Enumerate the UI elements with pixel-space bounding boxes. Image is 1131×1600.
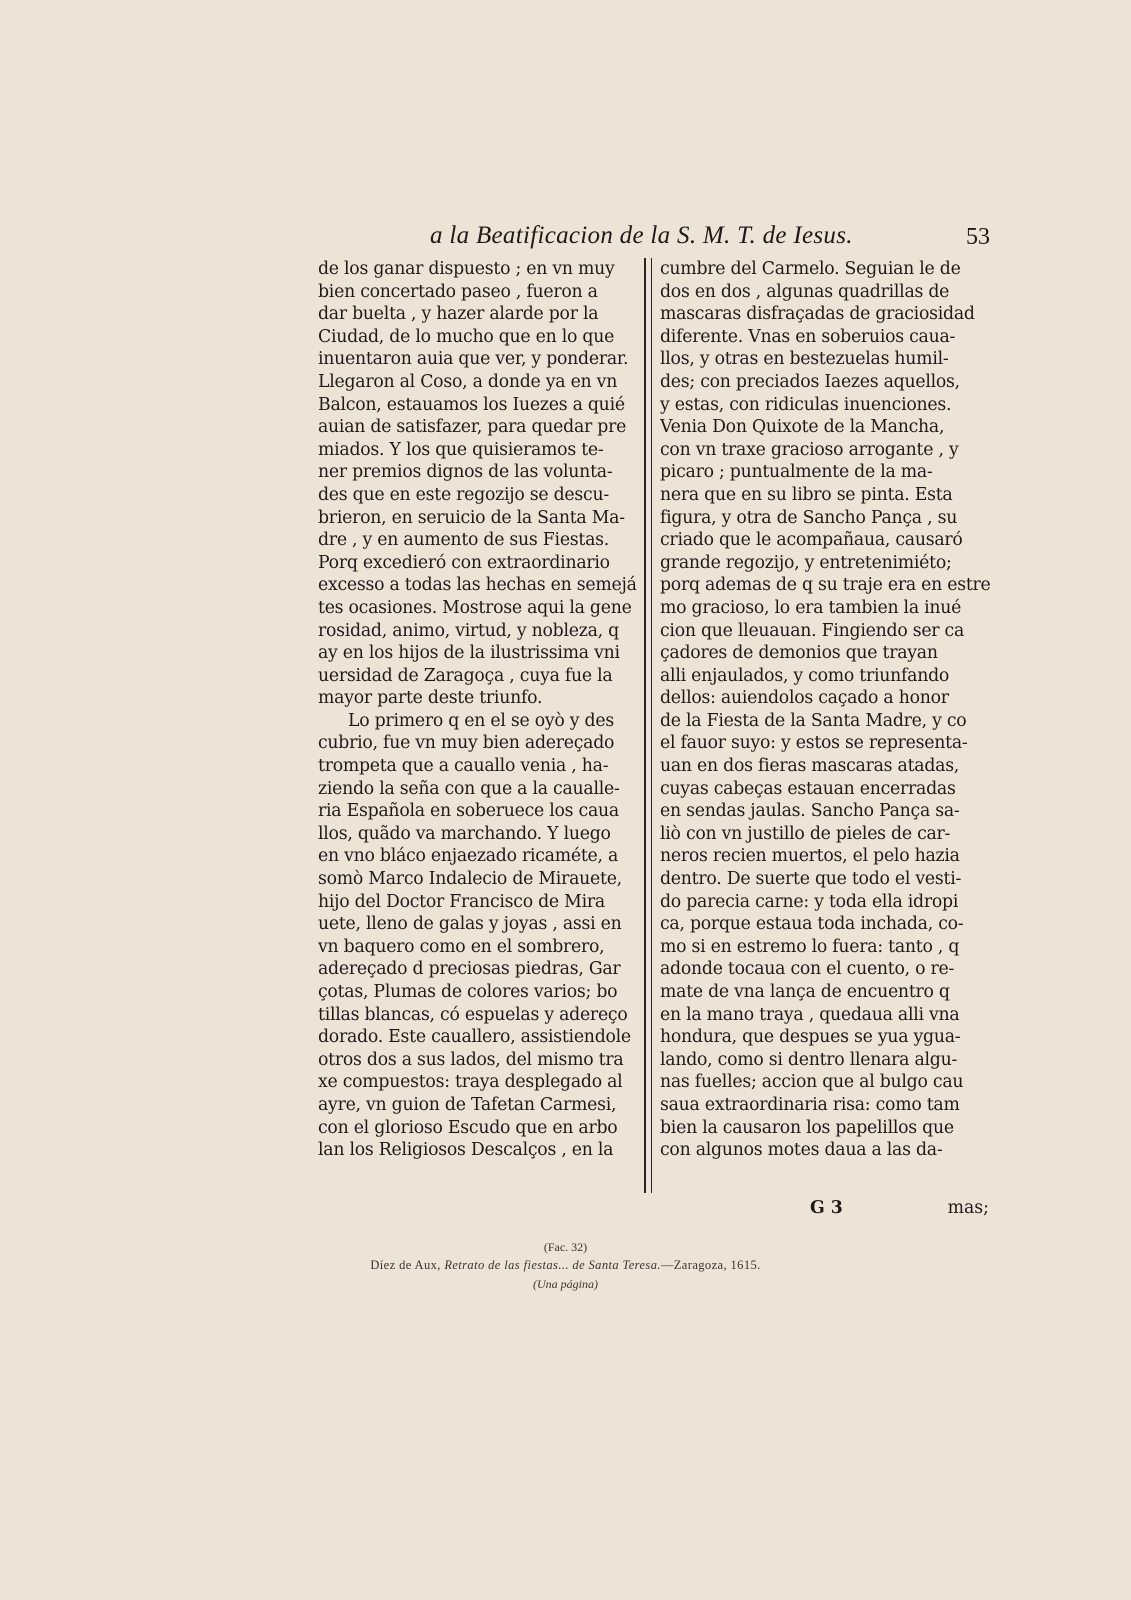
text-line: grande regozijo, y entretenimiéto; xyxy=(660,552,952,573)
text-line: otros dos a sus lados, del mismo tra xyxy=(318,1049,624,1070)
text-line: uan en dos fieras mascaras atadas, xyxy=(660,756,960,777)
source-caption xyxy=(0,1258,1131,1273)
text-line: Porq excedieró con extraordinario xyxy=(318,552,610,573)
text-line: trompeta que a cauallo venia , ha- xyxy=(318,756,609,777)
text-line: cion que lleuauan. Fingiendo ser ca xyxy=(660,620,965,641)
text-line: des que en este regozijo se descu- xyxy=(318,484,609,505)
running-title: a la Beatificacion de la S. M. T. de Iesus. xyxy=(430,222,853,249)
text-line: adereçado d preciosas piedras, Gar xyxy=(318,959,621,980)
text-line: en sendas jaulas. Sancho Pança sa- xyxy=(660,801,960,822)
text-line: con el glorioso Escudo que en arbo xyxy=(318,1117,618,1138)
text-line: lando, como si dentro llenara algu- xyxy=(660,1049,958,1070)
text-line: tes ocasiones. Mostrose aqui la gene xyxy=(318,597,632,618)
text-line: Lo primero q en el se oyò y des xyxy=(348,710,614,731)
text-line: criado que le acompañaua, causaró xyxy=(660,530,963,551)
text-line: dellos: auiendolos caçado a honor xyxy=(660,688,949,709)
text-line: figura, y otra de Sancho Pança , su xyxy=(660,507,958,528)
text-line: excesso a todas las hechas en semejá xyxy=(318,575,637,596)
signature-mark: G 3 xyxy=(810,1198,843,1218)
caption-note: (Una página) xyxy=(533,1277,598,1291)
text-line: alli enjaulados, y como triunfando xyxy=(660,665,950,686)
text-line: cuyas cabeças estauan encerradas xyxy=(660,778,956,799)
text-line: saua extraordinaria risa: como tam xyxy=(660,1094,960,1115)
text-line: neros recien muertos, el pelo hazia xyxy=(660,846,960,867)
text-column-left xyxy=(318,258,638,1162)
text-line: inuentaron auia que ver, y ponderar. xyxy=(318,349,629,370)
text-line: çadores de demonios que trayan xyxy=(660,643,938,664)
text-line: nas fuelles; accion que al bulgo cau xyxy=(660,1072,964,1093)
caption-author: Díez de Aux, xyxy=(370,1258,441,1272)
text-line: uete, lleno de galas y joyas , assi en xyxy=(318,914,622,935)
text-line: porq ademas de q su traje era en estre xyxy=(660,575,991,596)
column-rule xyxy=(644,258,646,1193)
text-line: xe compuestos: traya desplegado al xyxy=(318,1072,623,1093)
text-line: rosidad, animo, virtud, y nobleza, q xyxy=(318,620,619,641)
text-line: liò con vn justillo de pieles de car- xyxy=(660,823,951,844)
page-footer-line xyxy=(660,1198,995,1222)
text-line: ay en los hijos de la ilustrissima vni xyxy=(318,643,620,664)
text-line: el fauor suyo: y estos se representa- xyxy=(660,733,968,754)
text-line: somò Marco Indalecio de Mirauete, xyxy=(318,869,622,890)
text-line: mo si en estremo lo fuera: tanto , q xyxy=(660,936,960,957)
text-line: ziendo la seña con que a la caualle- xyxy=(318,778,620,799)
text-line: mayor parte deste triunfo. xyxy=(318,688,543,709)
page-number: 53 xyxy=(966,224,990,250)
text-line: do parecia carne: y toda ella idropi xyxy=(660,891,959,912)
text-line: cumbre del Carmelo. Seguian le de xyxy=(660,259,961,279)
text-line: hijo del Doctor Francisco de Mira xyxy=(318,891,605,912)
text-line: nera que en su libro se pinta. Esta xyxy=(660,484,953,505)
text-line: mate de vna lança de encuentro q xyxy=(660,982,950,1002)
text-line: uersidad de Zaragoça , cuya fue la xyxy=(318,665,613,686)
text-line: lan los Religiosos Descalços , en la xyxy=(318,1140,614,1161)
text-line: Ciudad, de lo mucho que en lo que xyxy=(318,326,615,347)
plate-number: (Fac. 32) xyxy=(543,1240,588,1254)
text-line: Llegaron al Coso, a donde ya en vn xyxy=(318,371,618,392)
text-line: llos, y otras en bestezuelas humil- xyxy=(660,349,949,370)
column-rule-thin xyxy=(651,258,652,1193)
catchword: mas; xyxy=(947,1198,989,1218)
text-line: dar buelta , y hazer alarde por la xyxy=(318,304,599,325)
text-line: brieron, en seruicio de la Santa Ma- xyxy=(318,507,625,528)
text-line: dos en dos , algunas quadrillas de xyxy=(660,281,950,302)
text-line: ner premios dignos de las volunta- xyxy=(318,462,613,483)
text-line: diferente. Vnas en soberuios caua- xyxy=(660,326,956,347)
text-line: dorado. Este cauallero, assistiendole xyxy=(318,1027,631,1048)
text-column-right xyxy=(660,258,995,1162)
text-line: ayre, vn guion de Tafetan Carmesi, xyxy=(318,1094,617,1115)
text-line: Balcon, estauamos los Iuezes a quié xyxy=(318,394,625,415)
text-line: Venia Don Quixote de la Mancha, xyxy=(660,417,945,438)
text-line: en vno bláco enjaezado ricaméte, a xyxy=(318,846,619,867)
caption-imprint: —Zaragoza, 1615. xyxy=(660,1258,761,1272)
text-line: con vn traxe gracioso arrogante , y xyxy=(660,439,959,460)
text-line: en la mano traya , quedaua alli vna xyxy=(660,1004,960,1025)
text-line: dentro. De suerte que todo el vesti- xyxy=(660,869,962,890)
text-line: adonde tocaua con el cuento, o re- xyxy=(660,959,955,980)
text-line: çotas, Plumas de colores varios; bo xyxy=(318,982,618,1002)
text-line: hondura, que despues se yua ygua- xyxy=(660,1027,961,1048)
text-line: cubrio, fue vn muy bien adereçado xyxy=(318,733,615,754)
text-line: llos, quãdo va marchando. Y luego xyxy=(318,823,611,844)
text-line: y estas, con ridiculas inuenciones. xyxy=(660,394,952,415)
text-line: con algunos motes daua a las da- xyxy=(660,1140,943,1161)
text-line: mo gracioso, lo era tambien la inué xyxy=(660,597,962,618)
text-line: de la Fiesta de la Santa Madre, y co xyxy=(660,710,967,731)
text-line: bien la causaron los papelillos que xyxy=(660,1117,954,1138)
text-line: mascaras disfraçadas de graciosidad xyxy=(660,304,975,325)
caption-title: Retrato de las fiestas... de Santa Teresa. xyxy=(444,1258,661,1272)
text-line: miados. Y los que quisieramos te- xyxy=(318,439,604,460)
text-line: vn baquero como en el sombrero, xyxy=(318,936,605,957)
text-line: tillas blancas, có espuelas y adereço xyxy=(318,1004,628,1025)
text-line: auian de satisfazer, para quedar pre xyxy=(318,417,627,438)
text-line: picaro ; puntualmente de la ma- xyxy=(660,462,933,483)
text-line: bien concertado paseo , fueron a xyxy=(318,281,598,302)
text-line: ria Española en soberuece los caua xyxy=(318,801,619,822)
text-line: ca, porque estaua toda inchada, co- xyxy=(660,914,964,935)
text-line: des; con preciados Iaezes aquellos, xyxy=(660,371,960,392)
text-line: de los ganar dispuesto ; en vn muy xyxy=(318,259,615,279)
running-header xyxy=(430,222,990,256)
text-line: dre , y en aumento de sus Fiestas. xyxy=(318,530,610,551)
